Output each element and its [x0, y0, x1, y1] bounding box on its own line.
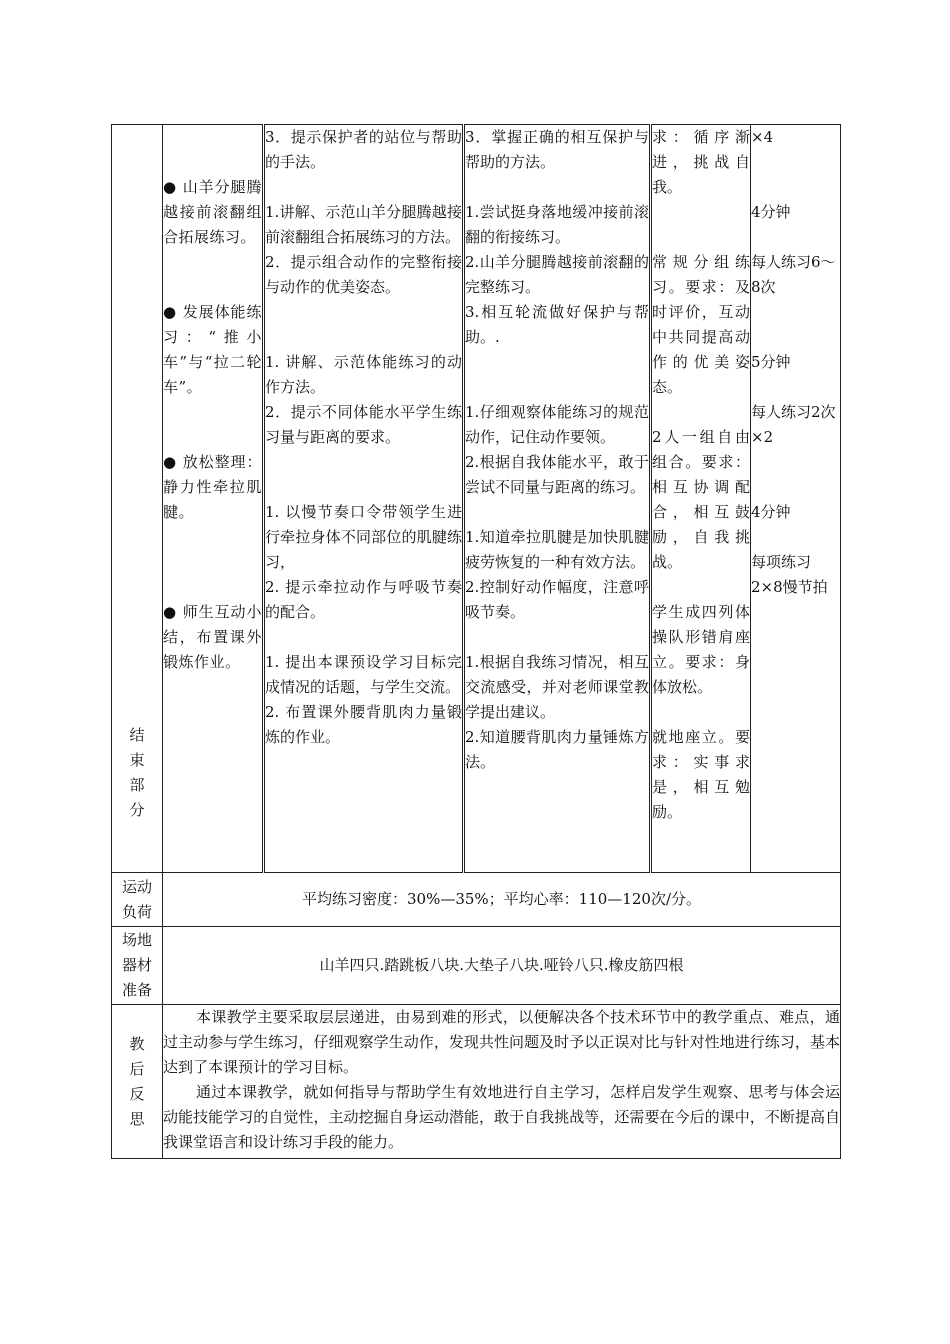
teacher-line: 2. 布置课外腰背肌肉力量锻炼的作业。 — [265, 703, 462, 746]
spacer — [751, 300, 840, 325]
teacher-line: 1. 讲解、示范体能练习的动作方法。 — [265, 353, 462, 396]
spacer — [652, 700, 750, 725]
spacer — [751, 150, 840, 175]
organization-column — [651, 125, 751, 873]
time-line: 4分钟 — [751, 203, 791, 221]
reflection-label: 教后反思 — [129, 1034, 145, 1128]
time-line: 每人练习6～8次 — [751, 253, 836, 296]
student-activity-column — [464, 125, 651, 873]
spacer — [163, 150, 262, 175]
section-label: 结束部分 — [129, 725, 145, 819]
student-line: 1.根据自我练习情况，相互交流感受，并对老师课堂教学提出建议。 — [465, 653, 649, 721]
organization-line: 常规分组练习。要求：及时评价，互动中共同提高动作的优美姿态。 — [652, 253, 750, 396]
spacer — [751, 475, 840, 500]
spacer — [163, 575, 262, 600]
spacer — [465, 350, 649, 375]
topic-line: ● 山羊分腿腾越接前滚翻组合拓展练习。 — [163, 178, 262, 246]
teacher-activity-column — [264, 125, 464, 873]
reflection-text-cell — [163, 1005, 841, 1159]
student-line: 3．掌握正确的相互保护与帮助的方法。 — [465, 128, 649, 171]
spacer — [751, 325, 840, 350]
time-line: 5分钟 — [751, 353, 791, 371]
student-line: 2.根据自我体能水平，敢于尝试不同量与距离的练习。 — [465, 453, 649, 496]
spacer — [465, 500, 649, 525]
teacher-line: 3．提示保护者的站位与帮助的手法。 — [265, 128, 462, 171]
spacer — [751, 175, 840, 200]
load-text: 平均练习密度：30%—35%；平均心率：110—120次/分。 — [163, 873, 841, 927]
topic-line: ● 发展体能练习：“推小车”与“拉二轮车”。 — [163, 303, 262, 396]
teacher-line: 1. 以慢节奏口令带领学生进行牵拉身体不同部位的肌腱练习， — [265, 503, 462, 571]
reflection-row — [112, 1005, 841, 1159]
spacer — [163, 125, 262, 150]
spacer — [163, 400, 262, 425]
lesson-plan-table — [111, 124, 841, 1159]
venue-label: 场地器材准备 — [122, 931, 153, 999]
main-section-row — [112, 125, 841, 873]
spacer — [163, 250, 262, 275]
student-line: 2.控制好动作幅度，注意呼吸节奏。 — [465, 578, 649, 621]
spacer — [163, 275, 262, 300]
teacher-line: 2．提示组合动作的完整衔接与动作的优美姿态。 — [265, 253, 462, 296]
topic-line: ● 放松整理：静力性牵拉肌腱。 — [163, 453, 262, 521]
venue-text: 山羊四只.踏跳板八块.大垫子八块.哑铃八只.橡皮筋四根 — [163, 927, 841, 1005]
spacer — [265, 475, 462, 500]
spacer — [751, 375, 840, 400]
time-column — [751, 125, 841, 873]
venue-label-cell — [112, 927, 163, 1005]
organization-line: 2人一组自由组合。要求：相互协调配合，相互鼓励，自我挑战。 — [652, 428, 750, 571]
spacer — [751, 525, 840, 550]
student-line: 2.知道腰背肌肉力量锤炼方法。 — [465, 728, 649, 771]
spacer — [465, 175, 649, 200]
teacher-line: 2．提示不同体能水平学生练习量与距离的要求。 — [265, 403, 462, 446]
student-line: 2.山羊分腿腾越接前滚翻的完整练习。 — [465, 253, 649, 296]
organization-line: 求：循序渐进，挑战自我。 — [652, 128, 750, 196]
spacer — [465, 375, 649, 400]
time-line: 每项练习2×8慢节拍 — [751, 553, 828, 596]
spacer — [265, 300, 462, 325]
spacer — [265, 450, 462, 475]
spacer — [265, 325, 462, 350]
spacer — [652, 200, 750, 225]
spacer — [652, 225, 750, 250]
section-label-cell — [112, 125, 163, 873]
student-line: 3.相互轮流做好保护与帮助。. — [465, 303, 649, 346]
organization-line: 学生成四列体操队形错肩座立。要求：身体放松。 — [652, 603, 750, 696]
load-label-cell — [112, 873, 163, 927]
topic-column — [163, 125, 264, 873]
reflection-paragraph: 通过本课教学，就如何指导与帮助学生有效地进行自主学习，怎样启发学生观察、思考与体会运动能技能学习的自觉性，主动挖掘自身运动潜能，敢于自我挑战等，还需要在今后的课中，不断提高自我课堂语言和设计练习手段的能力。 — [163, 1083, 840, 1151]
load-row — [112, 873, 841, 927]
time-line: 每人练习2次×2 — [751, 403, 836, 446]
teacher-line: 1. 提出本课预设学习目标完成情况的话题，与学生交流。 — [265, 653, 462, 696]
organization-line: 就地座立。要求：实事求是，相互勉励。 — [652, 728, 750, 821]
load-label: 运动负荷 — [122, 877, 153, 921]
time-line: 4分钟 — [751, 503, 791, 521]
topic-line: ● 师生互动小结，布置课外锻炼作业。 — [163, 603, 262, 671]
teacher-line: 1.讲解、示范山羊分腿腾越接前滚翻组合拓展练习的方法。 — [265, 203, 462, 246]
venue-row — [112, 927, 841, 1005]
time-line: ×4 — [751, 128, 774, 146]
spacer — [652, 575, 750, 600]
spacer — [751, 225, 840, 250]
student-line: 1.知道牵拉肌腱是加快肌腱疲劳恢复的一种有效方法。 — [465, 528, 649, 571]
spacer — [265, 625, 462, 650]
spacer — [265, 175, 462, 200]
teacher-line: 2. 提示牵拉动作与呼吸节奏的配合。 — [265, 578, 462, 621]
reflection-paragraph: 本课教学主要采取层层递进，由易到难的形式，以便解决各个技术环节中的教学重点、难点，通过主动参与学生练习，仔细观察学生动作，发现共性问题及时予以正误对比与针对性地进行练习，基本达到了本课预计的学习目标。 — [163, 1008, 840, 1076]
student-line: 1.尝试挺身落地缓冲接前滚翻的衔接练习。 — [465, 203, 649, 246]
spacer — [751, 450, 840, 475]
reflection-label-cell — [112, 1005, 163, 1159]
spacer — [163, 525, 262, 550]
spacer — [652, 400, 750, 425]
spacer — [163, 550, 262, 575]
student-line: 1.仔细观察体能练习的规范动作，记住动作要领。 — [465, 403, 649, 446]
spacer — [163, 425, 262, 450]
spacer — [465, 625, 649, 650]
